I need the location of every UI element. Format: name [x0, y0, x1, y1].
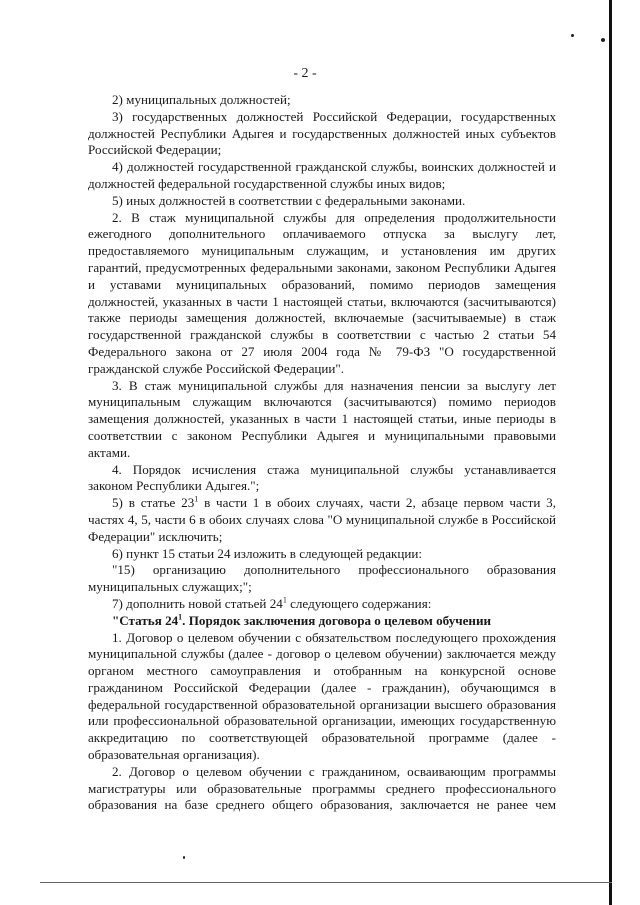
paragraph: 5) иных должностей в соответствии с федеральными законами.	[112, 192, 466, 208]
scan-page-bottom-edge	[40, 882, 612, 883]
superscript: 1	[194, 494, 199, 504]
document-body	[88, 92, 556, 814]
scan-page-edge	[609, 0, 612, 905]
paragraph: 3) государственных должностей Российской Федерации, государственных должностей Республики Адыгея и государственных должностей иных субъектов Российской Федерации;	[88, 108, 556, 158]
paragraph-article-23	[88, 495, 556, 545]
scan-speck	[571, 34, 574, 37]
paragraph: 1. Договор о целевом обучении с обязательством последующего прохождения муниципальной службы (далее - договор о целевом обучении) заключается между органом местного самоуправления и отобранным на конкурсной основе гражданином Российской Федерации (далее - гражданин), обучающимся в федеральной государственной образовательной организации высшего образования или профессиональной образовательной организации, имеющих государственную аккредитацию по соответствующей образовательной программе (далее - образовательная организация).	[88, 629, 556, 763]
superscript: 1	[178, 612, 183, 622]
paragraph-item-7	[88, 596, 556, 613]
text-run: в части 1 в обоих случаях, части 2, абзаце первом части 3, частях 4, 5, части 6 в обоих случаях слова "О муниципальной службе в Российской Федерации" исключить;	[88, 495, 556, 544]
text-run: 7) дополнить новой статьей 24	[112, 595, 283, 611]
paragraph: 6) пункт 15 статьи 24 изложить в следующей редакции:	[112, 545, 423, 561]
scan-speck	[183, 856, 185, 859]
text-run: следующего содержания:	[286, 595, 432, 611]
scan-speck	[601, 38, 605, 42]
page-number: - 2 -	[293, 66, 317, 81]
superscript: 1	[282, 595, 287, 605]
text-run: 5) в статье 23	[112, 495, 195, 511]
paragraph: 3. В стаж муниципальной службы для назначения пенсии за выслугу лет муниципальным служащим включаются (засчитываются) помимо периодов замещения должностей, указанных в части 1 настоящей статьи, иные периоды в соответствии с законом Республики Адыгея и муниципальными правовыми актами.	[88, 377, 556, 460]
article-title	[88, 613, 556, 630]
text-run: "Статья 24	[112, 612, 179, 628]
paragraph: 2. В стаж муниципальной службы для определения продолжительности ежегодного дополнительного оплачиваемого отпуска за выслугу лет, предоставляемого муниципальным служащим, и установления им других гарантий, предусмотренных федеральными законами, законом Республики Адыгея и уставами муниципальных образований, помимо периодов замещения должностей, указанных в части 1 настоящей статьи, включаются (засчитываются) также периоды замещения должностей, включаемые (засчитываемые) в стаж государственной гражданской службы в соответствии с частью 2 статьи 54 Федерального закона от 27 июля 2004 года № 79-ФЗ "О государственной гражданской службе Российской Федерации".	[88, 209, 556, 376]
paragraph: "15) организацию дополнительного профессионального образования муниципальных служащих;";	[88, 562, 556, 595]
paragraph: 4) должностей государственной гражданской службы, воинских должностей и должностей федеральной государственной службы иных видов;	[88, 159, 556, 191]
paragraph: 2) муниципальных должностей;	[112, 92, 291, 107]
text-run: . Порядок заключения договора о целевом обучении	[182, 612, 492, 628]
paragraph: 2. Договор о целевом обучении с гражданином, осваивающим программы магистратуры или образовательные программы среднего профессионального образования на базе среднего общего образования, заключается не ранее чем	[88, 763, 556, 813]
paragraph: 4. Порядок исчисления стажа муниципальной службы устанавливается законом Республики Адыгея.";	[88, 461, 556, 494]
